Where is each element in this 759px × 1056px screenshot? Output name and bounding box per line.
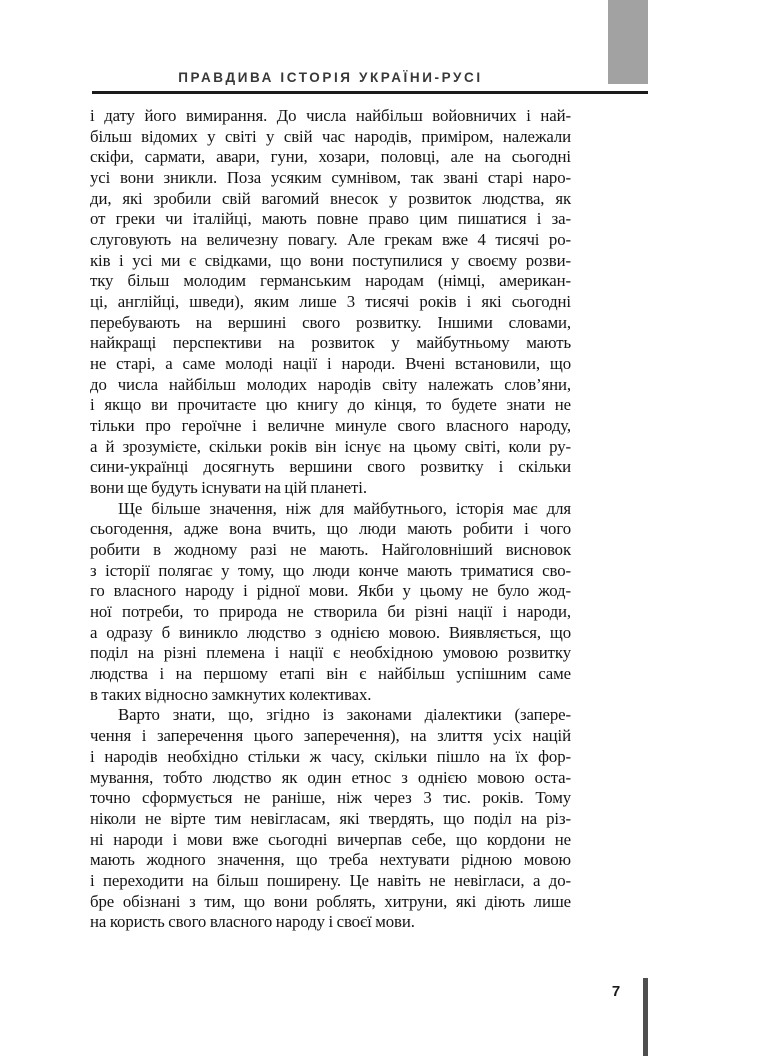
text-line: ків і усі ми є свідками, що вони поступилися у своєму розви-	[90, 250, 571, 270]
text-line: чення і заперечення цього заперечення), на злиття усіх націй	[90, 726, 571, 746]
header-rule	[92, 91, 648, 94]
text-line: в таких відносно замкнутих колективах.	[90, 684, 372, 704]
text-line: мають жодного значення, що треба нехтувати рідною мовою	[90, 850, 571, 870]
text-line: тку більш молодим германським народам (німці, американ-	[90, 271, 571, 291]
text-line: поділ на різні племена і нації є необхідною умовою розвитку	[90, 643, 571, 663]
text-line: не старі, а саме молоді нації і народи. Вчені встановили, що	[90, 354, 571, 374]
text-line: і дату його вимирання. До числа найбільш войовничих і най-	[90, 106, 571, 125]
text-line: скіфи, сармати, авари, гуни, хозари, половці, але на сьогодні	[90, 147, 571, 167]
text-line: більш відомих у світі у свій час народів, приміром, належали	[90, 126, 571, 146]
text-line: робити в жодному разі не мають. Найголовніший висновок	[90, 540, 571, 560]
text-line: Варто знати, що, згідно із законами діалектики (запере-	[118, 705, 571, 725]
text-line: от греки чи італійці, мають повне право цим пишатися і за-	[90, 209, 571, 229]
text-line: ної потреби, то природа не створила би різні нації і народи,	[90, 602, 571, 622]
text-line: і переходити на більш поширену. Це навіть не невігласи, а до-	[90, 870, 571, 890]
text-line: на користь свого власного народу і своєї мови.	[90, 912, 415, 932]
text-line: і якщо ви прочитаєте цю книгу до кінця, то будете знати не	[90, 395, 571, 415]
chapter-edge-marker	[608, 0, 648, 84]
text-line: а й зрозумієте, скільки років він існує на цьому світі, коли ру-	[90, 436, 571, 456]
text-line: Ще більше значення, ніж для майбутнього, історія має для	[118, 498, 571, 518]
text-line: бре обізнані з тим, що вони роблять, хитруни, які діють лише	[90, 891, 571, 911]
text-line: перебувають на вершині свого розвитку. Іншими словами,	[90, 312, 571, 332]
running-header-title: ПРАВДИВА ІСТОРІЯ УКРАЇНИ-РУСІ	[178, 70, 483, 85]
text-line: найкращі перспективи на розвиток у майбутньому мають	[90, 333, 571, 353]
text-line: людства і на першому етапі він є найбільш успішним саме	[90, 664, 571, 684]
text-line: го власного народу і рідної мови. Якби у цьому не було жод-	[90, 581, 571, 601]
text-line: ніколи не вірте тим невігласам, які твердять, що поділ на різ-	[90, 808, 571, 828]
text-line: мування, тобто людство як один етнос з однією мовою оста-	[90, 767, 571, 787]
text-line: а одразу б виникло людство з однією мовою. Виявляється, що	[90, 622, 571, 642]
text-line: ці, англійці, шведи), яким лише 3 тисячі років і які сьогодні	[90, 292, 571, 312]
text-line: сини-українці досягнуть вершини свого розвитку і скільки	[90, 457, 571, 477]
text-line: з історії полягає у тому, що люди конче мають триматися сво-	[90, 560, 571, 580]
text-line: до числа найбільш молодих народів світу належать слов’яни,	[90, 374, 571, 394]
text-line: слуговують на величезну повагу. Але грекам вже 4 тисячі ро-	[90, 230, 571, 250]
body-text-block	[90, 106, 571, 933]
text-line: точно сформується не раніше, ніж через 3 тис. років. Тому	[90, 788, 571, 808]
text-line: тільки про героїчне і величне минуле свого власного народу,	[90, 416, 571, 436]
text-line: ні народи і мови вже сьогодні вичерпав себе, що кордони не	[90, 829, 571, 849]
text-line: сьогодення, адже вона вчить, що люди мають робити і чого	[90, 519, 571, 539]
text-line: вони ще будуть існувати на цій планеті.	[90, 478, 367, 498]
text-line: ди, які зробили свій вагомий внесок у розвиток людства, як	[90, 188, 571, 208]
text-line: і народів необхідно стільки ж часу, скільки пішло на їх фор-	[90, 746, 571, 766]
text-line: усі вони зникли. Поза усяким сумнівом, так звані старі наро-	[90, 168, 571, 188]
page-number: 7	[611, 983, 621, 1000]
footer-vertical-bar	[643, 978, 648, 1056]
